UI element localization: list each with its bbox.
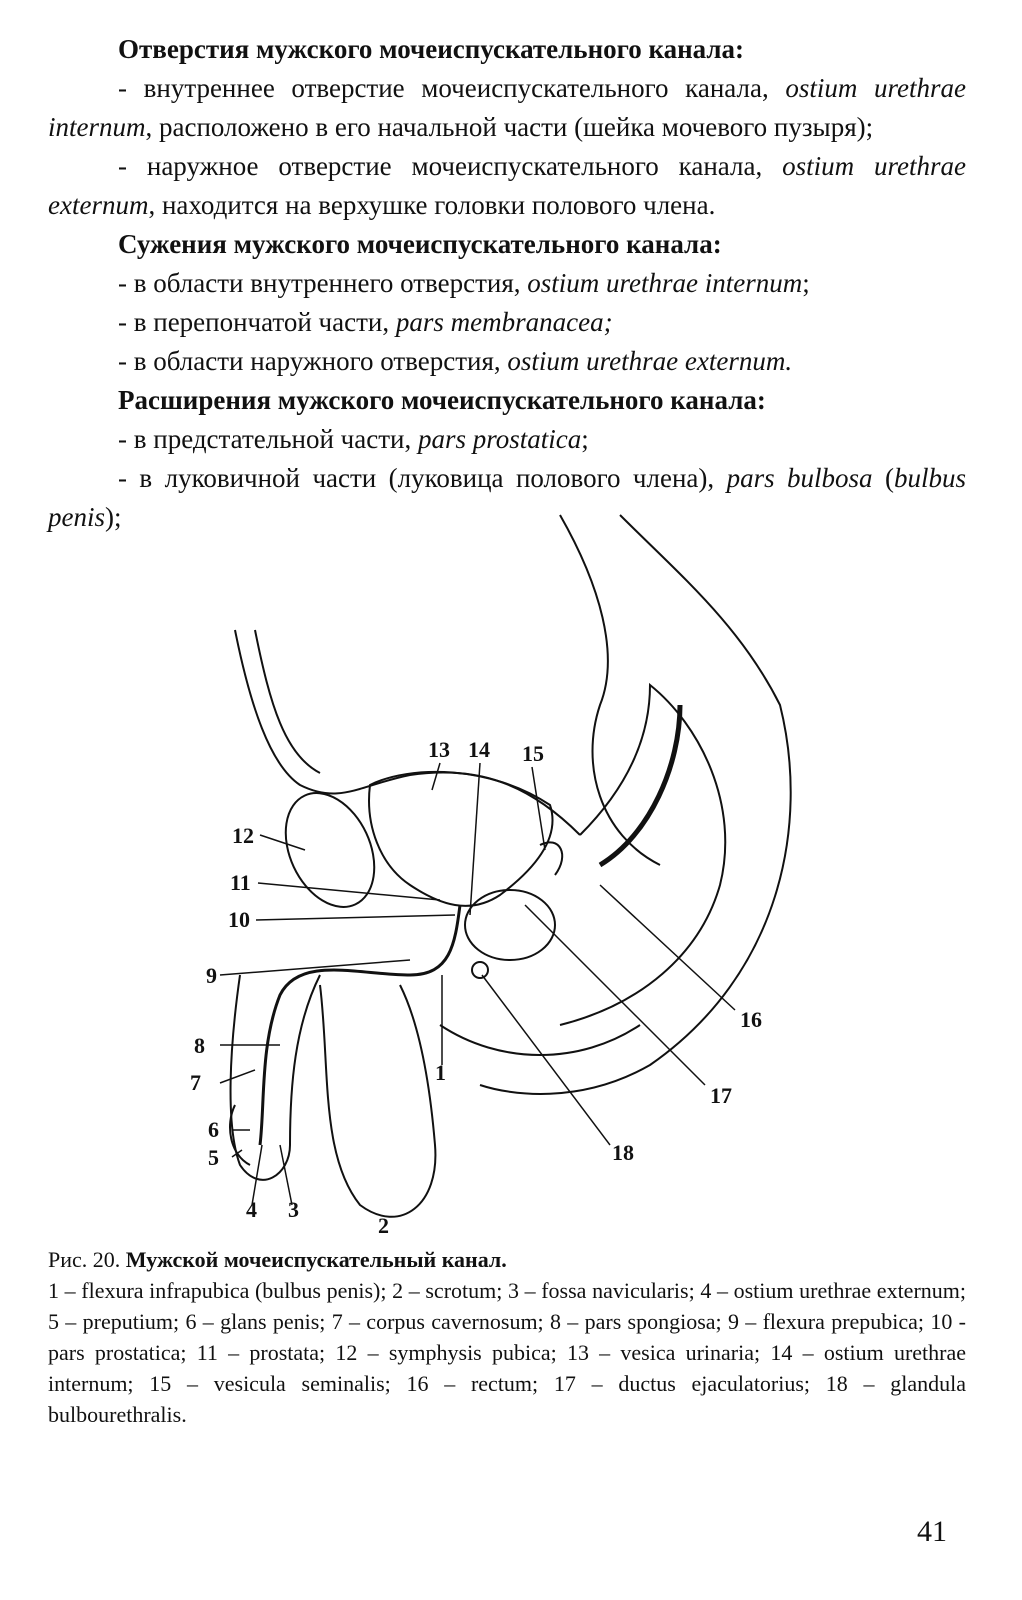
anatomy-figure: [180, 505, 820, 1245]
caption-legend: 1 – flexura infrapubica (bulbus penis); 2 – scrotum; 3 – fossa navicularis; 4 – ostium urethrae externum; 5 – preputium; 6 – glans penis; 7 – corpus cavernosum; 8 – pars spongiosa; 9 – flexura prepubica; 10 - pars prostatica; 11 – prostata; 12 – symphysis pubica; 13 – vesica urinaria; 14 – ostium urethrae internum; 15 – vesicula seminalis; 16 – rectum; 17 – ductus ejaculatorius; 18 – glandula bulbourethralis.: [48, 1278, 966, 1427]
text-run: - в области внутреннего отверстия,: [118, 268, 528, 298]
figure-label: 3: [288, 1197, 299, 1222]
figure-label: 4: [246, 1197, 257, 1222]
page-number: 41: [917, 1515, 947, 1548]
text-run: - в перепончатой части,: [118, 307, 396, 337]
list-item-widening-1: [48, 420, 966, 459]
leader-lines: [220, 763, 735, 1205]
text-run: - внутреннее отверстие мочеиспускательного канала,: [118, 73, 786, 103]
latin-term: ostium urethrae externum.: [507, 346, 793, 376]
text-run: , находится на верхушке головки полового члена.: [148, 190, 716, 220]
figure-label: 5: [208, 1145, 219, 1170]
latin-term: bulbus penis: [48, 463, 966, 532]
list-item-narrowing-1: [48, 264, 966, 303]
figure-label: 2: [378, 1213, 389, 1238]
paragraph-external-opening: [48, 147, 966, 225]
figure-caption: [48, 1244, 966, 1430]
text-run: - наружное отверстие мочеиспускательного канала,: [118, 151, 783, 181]
figure-label: 1: [435, 1060, 446, 1085]
text-run: (: [872, 463, 894, 493]
text-run: , расположено в его начальной части (шейка мочевого пузыря);: [145, 112, 874, 142]
caption-title: Мужской мочеиспускательный канал.: [125, 1247, 507, 1272]
figure-label: 16: [740, 1007, 762, 1032]
text-run: ;: [802, 268, 810, 298]
text-run: );: [105, 502, 122, 532]
figure-label: 18: [612, 1140, 634, 1165]
figure-label: 6: [208, 1117, 219, 1142]
figure-label: 9: [206, 963, 217, 988]
anatomy-outline: [230, 515, 791, 1217]
text-run: - в области наружного отверстия,: [118, 346, 508, 376]
figure-label: 8: [194, 1033, 205, 1058]
text-run: ;: [581, 424, 589, 454]
figure-label: 17: [710, 1083, 732, 1108]
urethra-illustration: [180, 505, 820, 1245]
figure-label: 7: [190, 1070, 201, 1095]
latin-term: ostium urethrae internum: [527, 268, 803, 298]
latin-term: pars bulbosa: [726, 463, 873, 493]
figure-label: 10: [228, 907, 250, 932]
figure-label: 15: [522, 741, 544, 766]
latin-term: ostium urethrae externum: [48, 151, 966, 220]
text-run: - в луковичной части (луковица полового члена),: [118, 463, 727, 493]
list-item-narrowing-2: [48, 303, 966, 342]
paragraph-internal-opening: [48, 69, 966, 147]
latin-term: pars prostatica: [417, 424, 582, 454]
figure-label: 14: [468, 737, 490, 762]
text-run: - в предстательной части,: [118, 424, 418, 454]
figure-labels: [190, 737, 762, 1238]
latin-term: ostium urethrae internum: [48, 73, 966, 142]
heading-openings: Отверстия мужского мочеиспускательного канала:: [118, 34, 745, 64]
caption-prefix: Рис. 20.: [48, 1247, 126, 1272]
figure-label: 12: [232, 823, 254, 848]
heading-narrowings: Сужения мужского мочеиспускательного канала:: [118, 229, 722, 259]
latin-term: pars membranacea;: [395, 307, 613, 337]
list-item-narrowing-3: [48, 342, 966, 381]
figure-label: 13: [428, 737, 450, 762]
figure-label: 11: [230, 870, 251, 895]
heading-widenings: Расширения мужского мочеиспускательного канала:: [118, 385, 766, 415]
body-text: [48, 30, 966, 537]
